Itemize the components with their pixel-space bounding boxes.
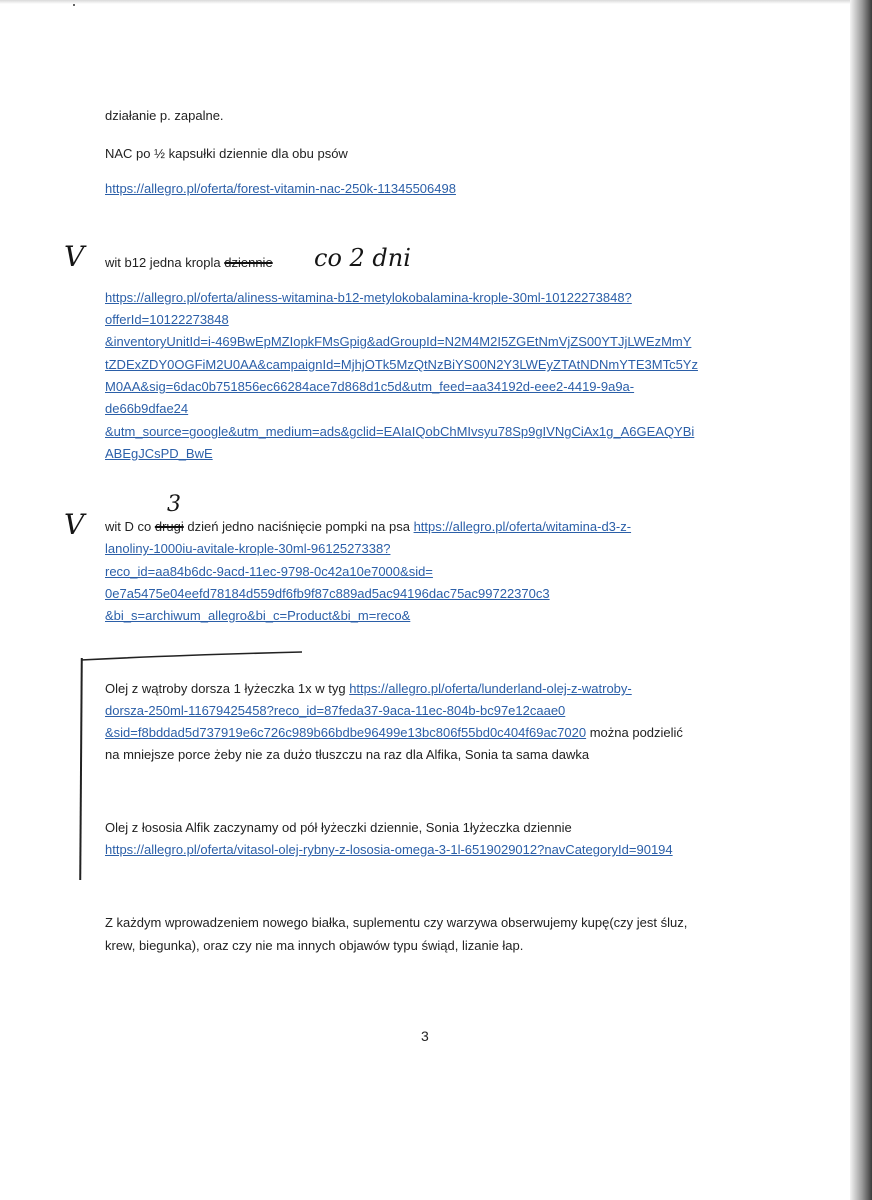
handwritten-bracket-top [80,650,304,662]
cod-oil-link-line[interactable]: dorsza-250ml-11679425458?reco_id=87feda37-9aca-11ec-804b-bc97e12caae0 [105,703,566,718]
cod-oil-link-end[interactable]: &sid=f8bddad5d737919e6c726c989b66bdbe96499e13bc806f55bd0c404f69ac7020 [105,725,587,740]
vitd-link-line[interactable]: 0e7a5475e04eefd78184d559df6fb9f87c889ad5ac94196dac75ac99722370c3 [105,586,550,601]
b12-link-line[interactable]: M0AA&sig=6dac0b751856ec66284ace7d868d1c5d&utm_feed=aa34192d-eee2-4419-9a9a- [105,379,635,394]
b12-link-line[interactable]: de66b9dfae24 [105,401,189,416]
b12-dosage-line [105,254,273,272]
closing-paragraph-line: krew, biegunka), oraz czy nie ma innych objawów typu świąd, lizanie łap. [105,938,524,953]
cod-oil-link-start[interactable]: https://allegro.pl/oferta/lunderland-olej-z-watroby- [349,681,632,696]
vitd-link-line[interactable]: &bi_s=archiwum_allegro&bi_c=Product&bi_m=reco& [105,608,411,623]
cod-oil-note: na mniejsze porce żeby nie za dużo tłuszczu na raz dla Alfika, Sonia ta sama dawka [105,747,590,762]
text-line-anti-inflammatory: działanie p. zapalne. [105,108,224,123]
vitd-text-after: dzień jedno naciśnięcie pompki na psa [183,519,414,534]
scan-right-edge [850,0,872,1200]
handwritten-check-mark: V [64,508,85,541]
closing-paragraph-line: Z każdym wprowadzeniem nowego białka, suplementu czy warzywa obserwujemy kupę(czy jest śluz, [105,915,688,930]
b12-link-line[interactable]: https://allegro.pl/oferta/aliness-witamina-b12-metylokobalamina-krople-30ml-10122273848? [105,290,632,305]
handwritten-bracket-side [79,658,83,880]
b12-link-line[interactable]: &inventoryUnitId=i-469BwEpMZIopkFMsGpig&adGroupId=N2M4M2I5ZGEtNmVjZS00YTJjLWEzMmY [105,334,692,349]
vitd-link-line[interactable]: reco_id=aa84b6dc-9acd-11ec-9798-0c42a10e7000&sid= [105,564,433,579]
b12-struck-word: dziennie [224,255,273,270]
handwritten-check-mark: V [64,240,85,273]
cod-oil-text: Olej z wątroby dorsza 1 łyżeczka 1x w tyg [105,681,350,696]
b12-text: wit b12 jedna kropla [105,255,225,270]
b12-link-line[interactable]: tZDExZDY0OGFiM2U0AA&campaignId=MjhjOTk5MzQtNzBiYS00N2Y3LWEyZTAtNDNmYTE3MTc5Yz [105,357,698,372]
handwritten-note: co 2 dni [314,244,411,272]
salmon-oil-link[interactable]: https://allegro.pl/oferta/vitasol-olej-rybny-z-lososia-omega-3-1l-6519029012?navCategoryId=90194 [105,842,673,857]
scan-speck [73,4,75,6]
b12-link-line[interactable]: ABEgJCsPD_BwE [105,446,213,461]
vitd-struck-word: drugi [154,519,184,534]
salmon-oil-text: Olej z łososia Alfik zaczynamy od pół łyżeczki dziennie, Sonia 1łyżeczka dziennie [105,820,572,835]
nac-dosage-text: NAC po ½ kapsułki dziennie dla obu psów [105,146,348,161]
vitd-link-start[interactable]: https://allegro.pl/oferta/witamina-d3-z- [413,519,632,534]
b12-link-line[interactable]: offerId=10122273848 [105,312,229,327]
vitd-dosage-line [105,518,631,536]
vitd-text: wit D co [105,519,155,534]
vitd-link-line[interactable]: lanoliny-1000iu-avitale-krople-30ml-9612527338? [105,541,391,556]
handwritten-number: 3 [167,492,181,517]
cod-oil-line [105,724,683,742]
cod-oil-line [105,680,632,698]
nac-link[interactable]: https://allegro.pl/oferta/forest-vitamin-nac-250k-11345506498 [105,181,456,196]
cod-oil-text-after: można podzielić [586,725,683,740]
b12-link-line[interactable]: &utm_source=google&utm_medium=ads&gclid=EAIaIQobChMIvsyu78Sp9gIVNgCiAx1g_A6GEAQYBi [105,424,695,439]
page-number: 3 [421,1028,429,1044]
scan-top-edge [0,0,872,4]
